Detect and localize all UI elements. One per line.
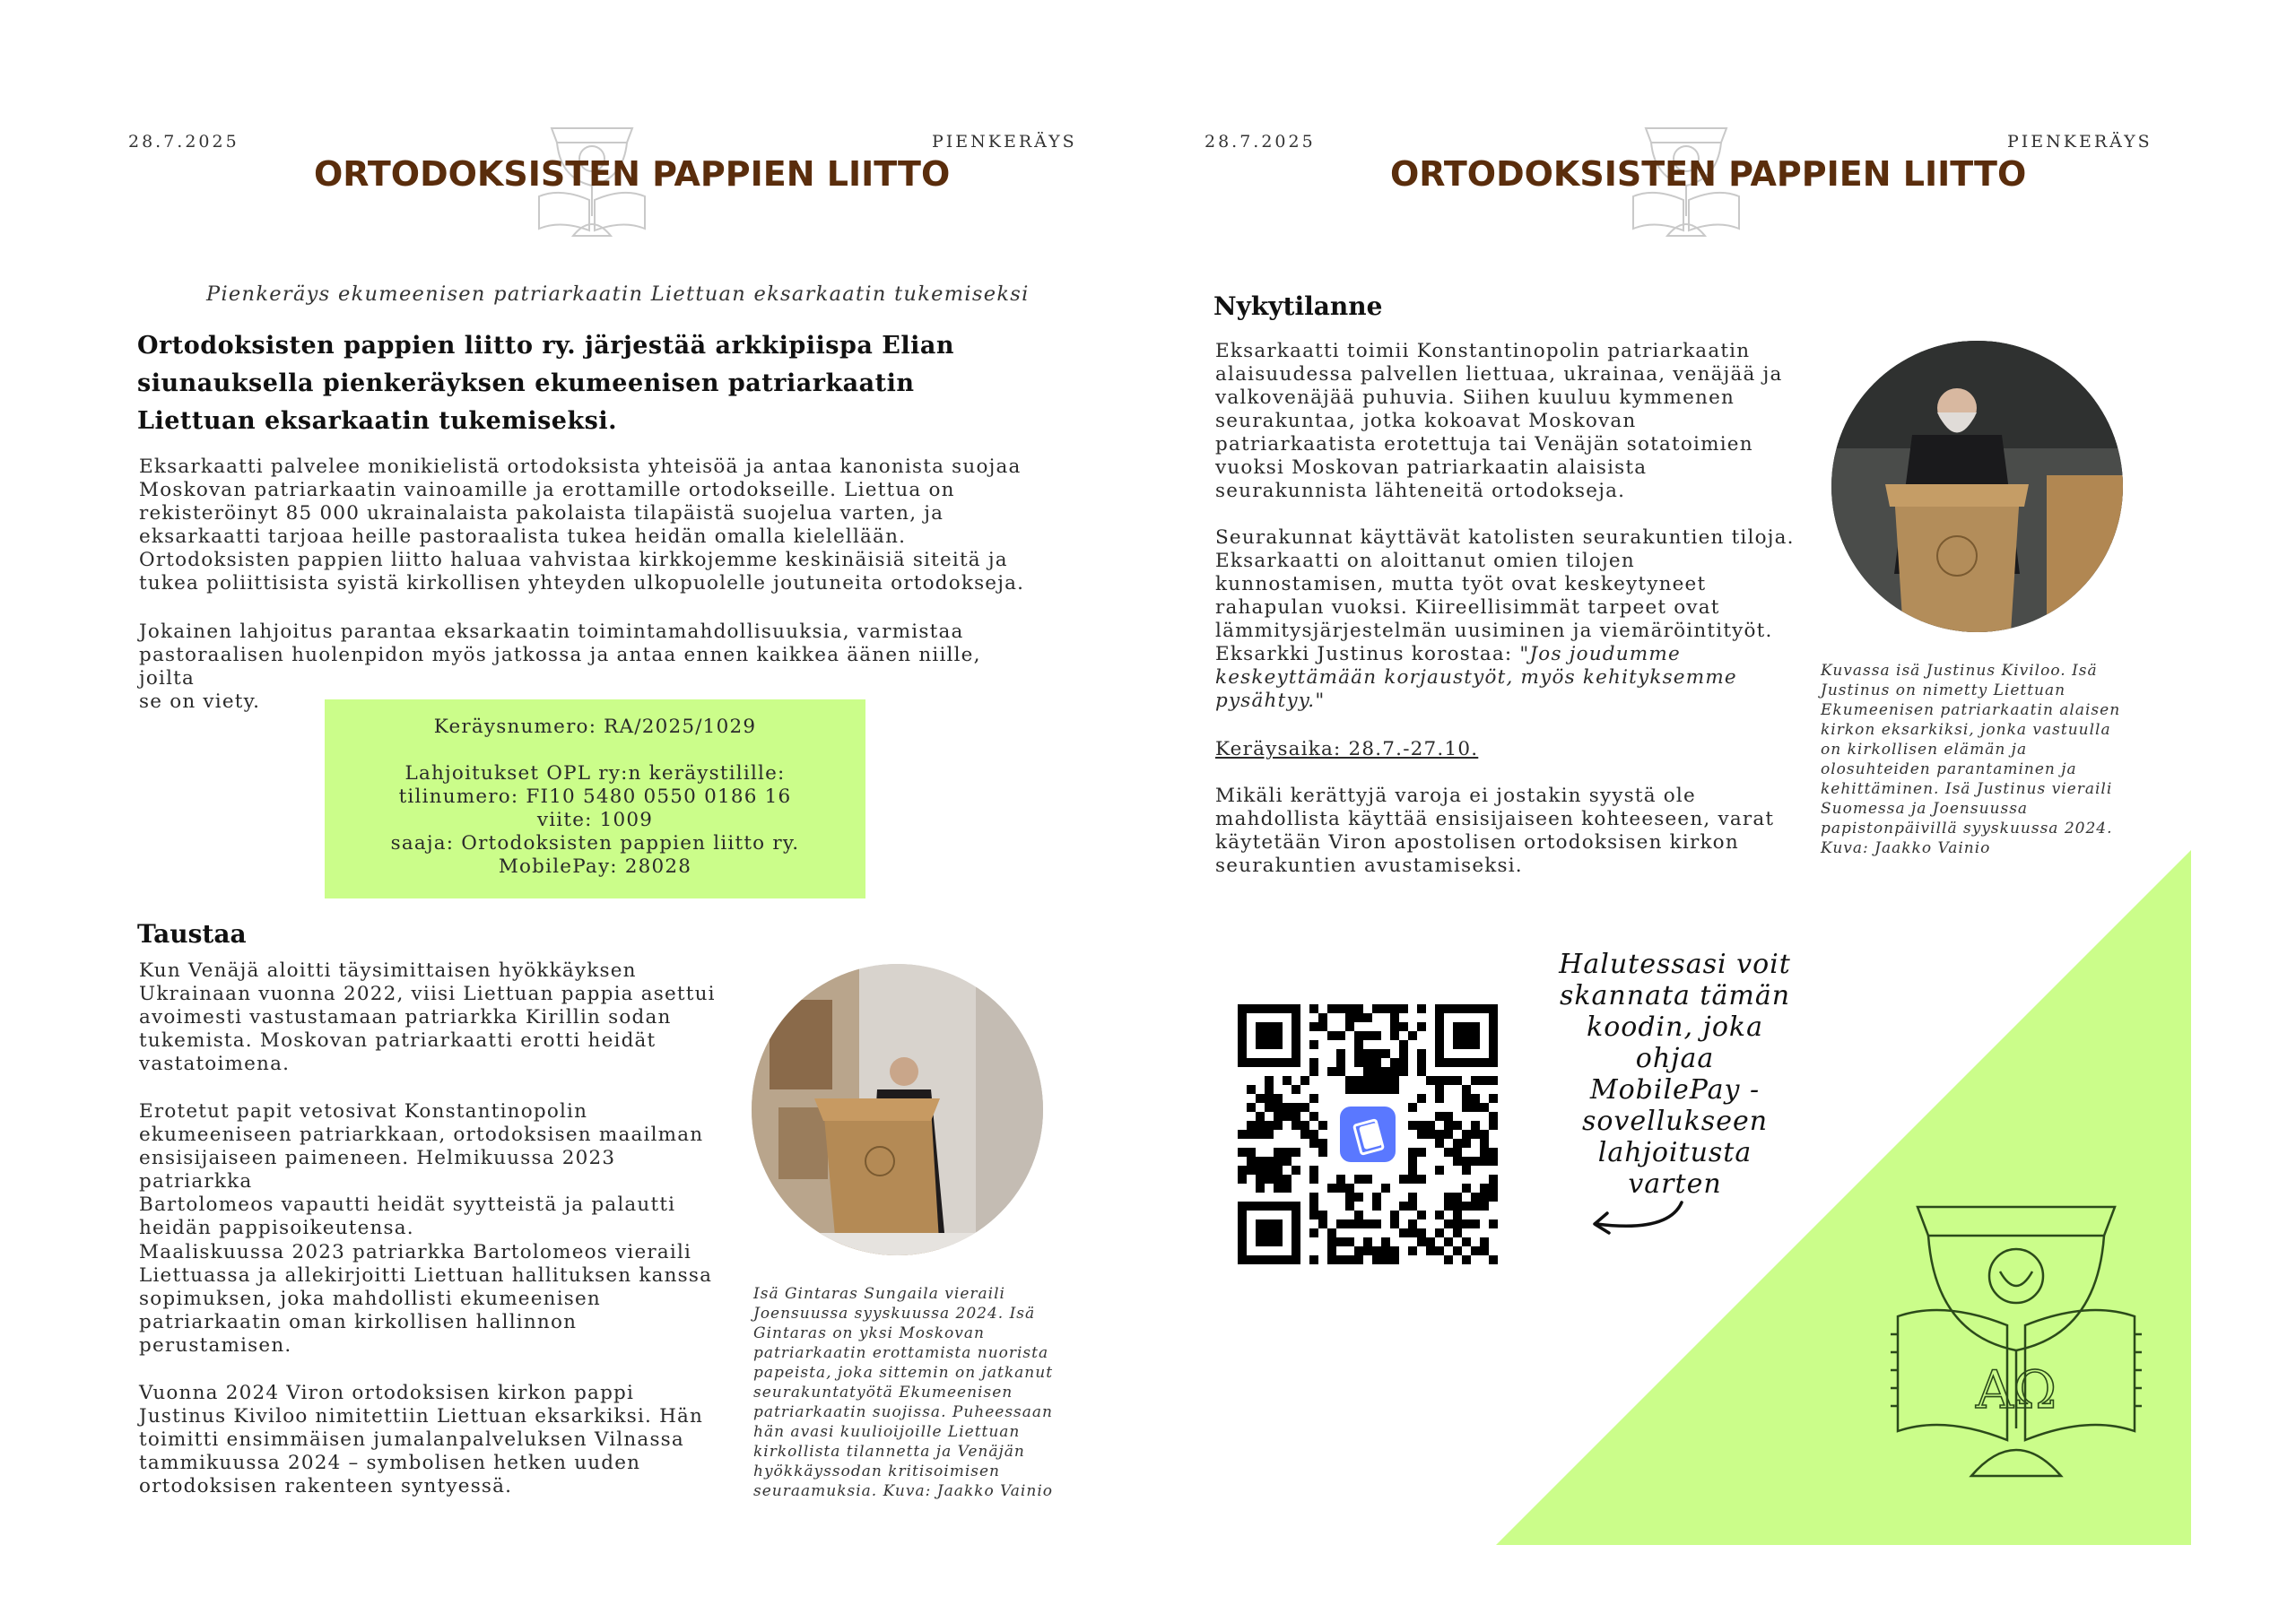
fallback-use-paragraph: Mikäli kerättyjä varoja ei jostakin syystä ole mahdollista käyttää ensisijaiseen kohteeseen, varat käytetään Viron apostolisen ortodoksisen kirkon seurakuntien avustamiseksi. (1215, 785, 1775, 877)
org-title: ORTODOKSISTEN PAPPIEN LIITTO (314, 154, 951, 194)
mobilepay-logo (1335, 1101, 1401, 1167)
subtitle: Pienkeräys ekumeenisen patriarkaatin Liettuan eksarkaatin tukemiseksi (206, 282, 1030, 306)
background-paragraph-1: Kun Venäjä aloitti täysimittaisen hyökkäyksen Ukrainaan vuonna 2022, viisi Liettuan pappia asettui avoimesti vastustamaan patriarkka Kirillin sodan tukemista. Moskovan patriarkaatti erotti heidät vastatoimena. (139, 959, 716, 1075)
collection-number: Keräysnumero: RA/2025/1029 (433, 716, 757, 738)
current-situation-paragraph-2 (1215, 526, 1825, 713)
justinus-quote: "Jos joudumme keskeyttämään korjaustyöt, myös kehityksemme pysähtyy." (1215, 643, 1737, 712)
document-label: PIENKERÄYS (932, 132, 1077, 152)
arrow-left-icon (1587, 1197, 1686, 1242)
current-situation-paragraph-1: Eksarkaatti toimii Konstantinopolin patriarkaatin alaisuudessa palvellen liettuaa, ukrainaa, venäjää ja valkovenäjää puhuvia. Siihen kuuluu kymmenen seurakuntaa, jotka kokoavat Moskovan patriarkaatista erotettuja tai Venäjän sotatoimien vuoksi Moskovan patriarkaatin alaisista seurakunnista lähteneitä ortodokseja. (1215, 340, 1783, 502)
date: 28.7.2025 (128, 132, 239, 152)
account-number: tilinumero: FI10 5480 0550 0186 16 (398, 785, 792, 808)
photo-justinus-kiviloo (1831, 341, 2123, 632)
background-paragraph-3: Maaliskuussa 2023 patriarkka Bartolomeos vieraili Liettuassa ja allekirjoitti Liettuan hallituksen kanssa sopimuksen, joka mahdollisti ekumeenisen patriarkaatin oman kirkollisen hallinnon perustamisen. (139, 1241, 713, 1357)
background-paragraph-2: Erotetut papit vetosivat Konstantinopolin ekumeeniseen patriarkkaan, ortodoksisen maailman ensisijaiseen paimeneen. Helmikuussa 2023 patriarkka Bartolomeos vapautti heidät syytteistä ja palautti heidän pappisoikeutensa. (139, 1100, 704, 1239)
date: 28.7.2025 (1205, 132, 1316, 152)
photo-caption-left: Isä Gintaras Sungaila vieraili Joensuussa syyskuussa 2024. Isä Gintaras on yksi Moskovan patriarkaatin erottamista nuorista papeista, joka sittemin on jatkanut seurakuntatyötä Ekumeenisen patriarkaatin suojissa. Puheessaan hän avasi kuulioijoille Liettuan kirkollista tilannetta ja Venäjän hyökkäyssodan kritisoimisen seuraamuksia. Kuva: Jaakko Vainio (753, 1285, 1054, 1500)
chalice-logo-icon (1882, 1200, 2151, 1482)
document-label: PIENKERÄYS (2007, 132, 2152, 152)
section-heading-nykytilanne: Nykytilanne (1213, 291, 1383, 321)
collection-period: Keräysaika: 28.7.-27.10. (1215, 738, 1479, 760)
lead-paragraph: Ortodoksisten pappien liitto ry. järjestää arkkipiispa Elian siunauksella pienkeräyksen ekumeenisen patriarkaatin Liettuan eksarkaatin tukemiseksi. (137, 332, 954, 435)
photo-caption-right: Kuvassa isä Justinus Kiviloo. Isä Justinus on nimetty Liettuan Ekumeenisen patriarkaatin alaisen kirkon eksarkiksi, jonka vastuulla on kirkollisen elämän ja olosuhteiden parantaminen ja kehittäminen. Isä Justinus vieraili Suomessa ja Joensuussa papistonpäivillä syyskuussa 2024. Kuva: Jaakko Vainio (1821, 662, 2121, 857)
intro-paragraph: Eksarkaatti palvelee monikielistä ortodoksista yhteisöä ja antaa kanonista suojaa Moskovan patriarkaatin vainoamille ja erottamille ortodokseille. Liettua on rekisteröinyt 85 000 ukrainalaista pakolaista tilapäistä suojelua varten, ja eksarkaatti tarjoaa heille pastoraalista tukea heidän omalla kielellään. Ortodoksisten pappien liitto haluaa vahvistaa kirkkojemme keskinäisiä siteitä ja tukea poliittisista syistä kirkollisen yhteyden ulkopuolelle joutuneita ortodokseja. (139, 456, 1025, 595)
mobilepay-qr-code[interactable] (1238, 1004, 1498, 1264)
scan-instruction-note: Halutessasi voit skannata tämän koodin, joka ohjaa MobilePay -sovellukseen lahjoitusta varten (1559, 949, 1791, 1200)
recipient: saaja: Ortodoksisten pappien liitto ry. (390, 832, 800, 855)
account-intro: Lahjoitukset OPL ry:n keräystilille: (404, 762, 786, 785)
donation-info-box (325, 699, 865, 898)
donation-paragraph: Jokainen lahjoitus parantaa eksarkaatin toimintamahdollisuuksia, varmistaa pastoraalisen huolenpidon myös jatkossa ja antaa ennen kaikkea äänen niille, joilta se on viety. (139, 621, 981, 713)
mobilepay-icon (1340, 1107, 1396, 1162)
current-situation-text: Seurakunnat käyttävät katolisten seurakuntien tiloja. Eksarkaatti on aloittanut omien tilojen kunnostamisen, mutta työt ovat keskeytyneet rahapulan vuoksi. Kiireellisimmät tarpeet ovat lämmitysjärjestelmän uusiminen ja viemäröintityöt. Eksarkki Justinus korostaa: (1215, 526, 1795, 665)
alpha-omega-text: AΩ (1976, 1359, 2057, 1420)
photo-gintaras-sungaila (752, 964, 1043, 1255)
mobilepay-number: MobilePay: 28028 (498, 855, 692, 878)
section-heading-taustaa: Taustaa (137, 919, 247, 949)
background-paragraph-4: Vuonna 2024 Viron ortodoksisen kirkon pappi Justinus Kiviloo nimitettiin Liettuan eksarkiksi. Hän toimitti ensimmäisen jumalanpalveluksen Vilnassa tammikuussa 2024 – symbolisen hetken uuden ortodoksisen rakenteen syntyessä. (139, 1382, 704, 1497)
reference-number: viite: 1009 (536, 809, 654, 831)
org-title: ORTODOKSISTEN PAPPIEN LIITTO (1390, 154, 2027, 194)
